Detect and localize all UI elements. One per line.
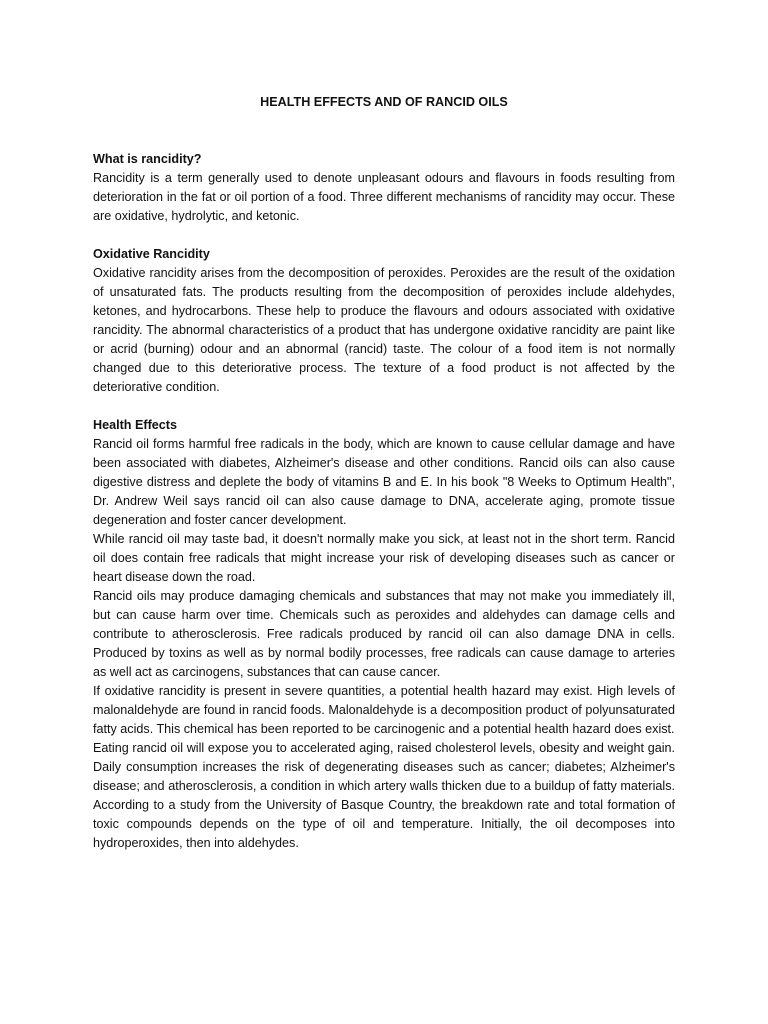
section-heading: Health Effects (93, 418, 177, 432)
paragraph: While rancid oil may taste bad, it doesn't normally make you sick, at least not in the short term. Rancid oil does contain free radicals that might increase your risk of developing diseases such as cancer or heart disease down the road. (93, 532, 675, 584)
section-what-is-rancidity (93, 150, 675, 226)
paragraph: Rancid oils may produce damaging chemicals and substances that may not make you immediately ill, but can cause harm over time. Chemicals such as peroxides and aldehydes can damage cells and contribute to atherosclerosis. Free radicals produced by rancid oil can also damage DNA in cells. Produced by toxins as well as by normal bodily processes, free radicals can cause damage to arteries as well act as carcinogens, substances that can cause cancer. (93, 589, 675, 679)
section-oxidative-rancidity (93, 245, 675, 397)
section-health-effects (93, 416, 675, 853)
section-heading: What is rancidity? (93, 152, 202, 166)
paragraph: Oxidative rancidity arises from the decomposition of peroxides. Peroxides are the result of the oxidation of unsaturated fats. The products resulting from the decomposition of peroxides include aldehydes, ketones, and hydrocarbons. These help to produce the flavours and odours associated with oxidative rancidity. The abnormal characteristics of a product that has undergone oxidative rancidity are paint like or acrid (burning) odour and an abnormal (rancid) taste. The colour of a food item is not normally changed due to this deteriorative process. The texture of a food product is not affected by the deteriorative condition. (93, 266, 675, 394)
document-title: HEALTH EFFECTS AND OF RANCID OILS (260, 95, 508, 109)
document-page (93, 93, 675, 872)
section-heading: Oxidative Rancidity (93, 247, 210, 261)
paragraph: Rancidity is a term generally used to denote unpleasant odours and flavours in foods resulting from deterioration in the fat or oil portion of a food. Three different mechanisms of rancidity may occur. These are oxidative, hydrolytic, and ketonic. (93, 171, 675, 223)
paragraph: Eating rancid oil will expose you to accelerated aging, raised cholesterol levels, obesity and weight gain. Daily consumption increases the risk of degenerating diseases such as cancer; diabetes; Alzheimer's disease; and atherosclerosis, a condition in which artery walls thicken due to a buildup of fatty materials. According to a study from the University of Basque Country, the breakdown rate and total formation of toxic compounds depends on the type of oil and temperature. Initially, the oil decomposes into hydroperoxides, then into aldehydes. (93, 741, 675, 850)
paragraph: If oxidative rancidity is present in severe quantities, a potential health hazard may exist. High levels of malonaldehyde are found in rancid foods. Malonaldehyde is a decomposition product of polyunsaturated fatty acids. This chemical has been reported to be carcinogenic and a potential health hazard does exist. (93, 684, 675, 736)
paragraph: Rancid oil forms harmful free radicals in the body, which are known to cause cellular damage and have been associated with diabetes, Alzheimer's disease and other conditions. Rancid oils can also cause digestive distress and deplete the body of vitamins B and E. In his book "8 Weeks to Optimum Health", Dr. Andrew Weil says rancid oil can also cause damage to DNA, accelerate aging, promote tissue degeneration and foster cancer development. (93, 437, 675, 527)
